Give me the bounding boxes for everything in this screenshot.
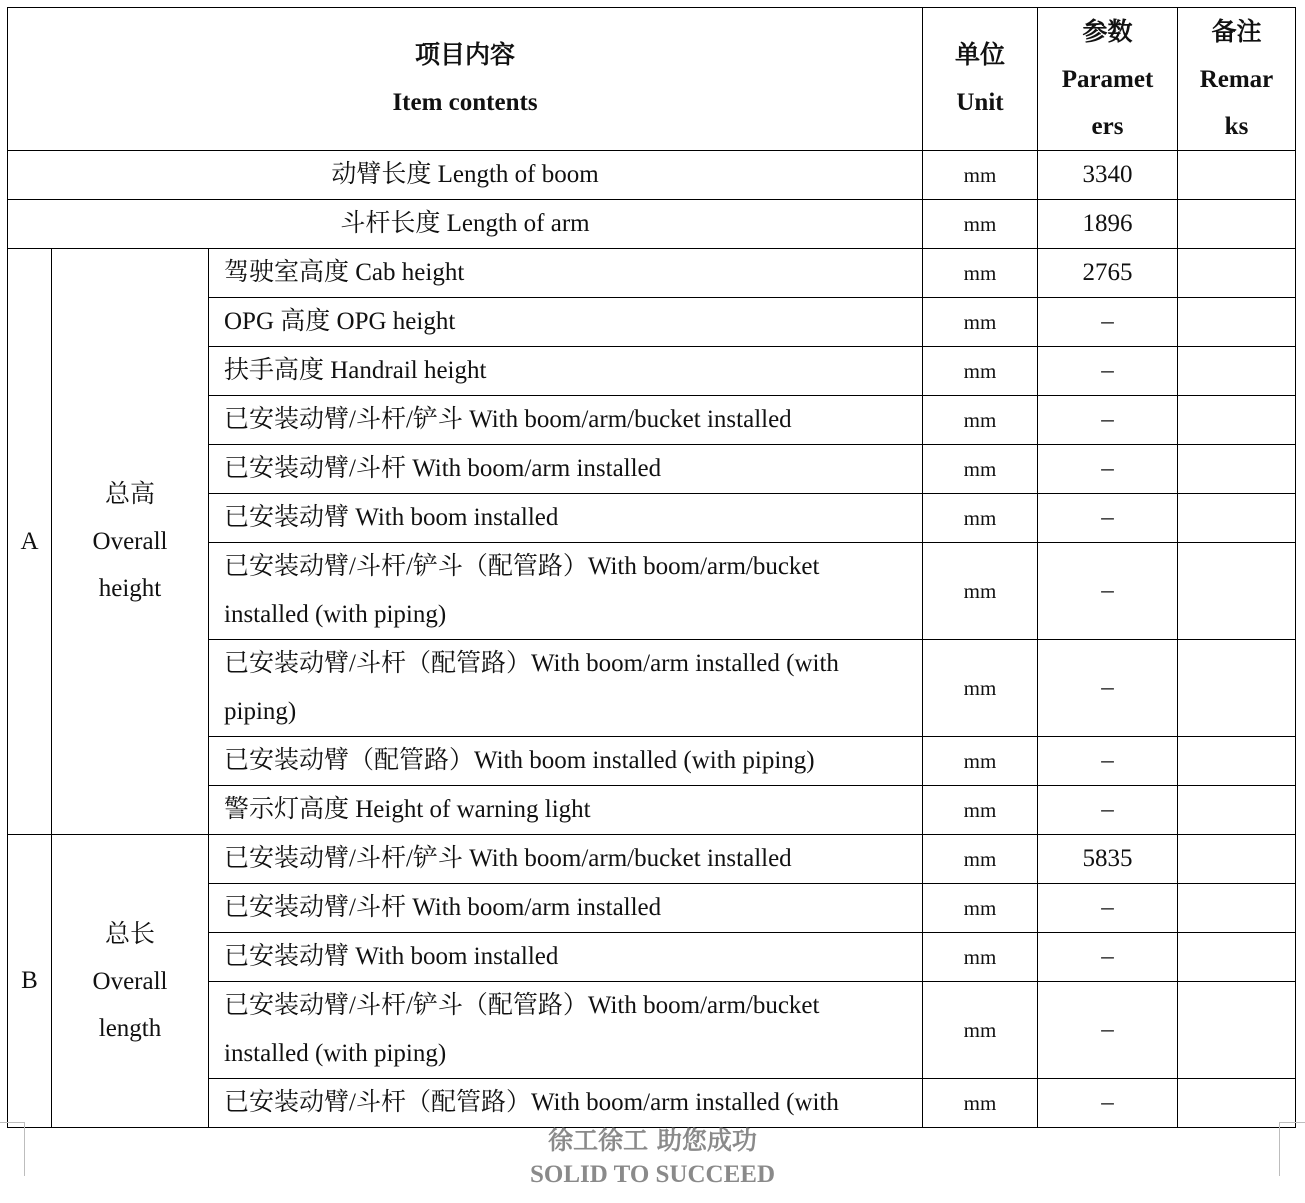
row-unit: mm	[923, 835, 1038, 884]
row-label: 已安装动臂/斗杆（配管路）With boom/arm installed (with piping)	[209, 640, 923, 737]
row-label: 已安装动臂/斗杆/铲斗（配管路）With boom/arm/bucket installed (with piping)	[209, 982, 923, 1079]
row-remark	[1178, 884, 1296, 933]
row-label: 已安装动臂/斗杆 With boom/arm installed	[209, 445, 923, 494]
row-value: 5835	[1038, 835, 1178, 884]
row-unit: mm	[923, 982, 1038, 1079]
group-name-overall-length: 总长 Overall length	[52, 835, 209, 1128]
row-label: 已安装动臂/斗杆/铲斗 With boom/arm/bucket installed	[209, 396, 923, 445]
row-remark	[1178, 786, 1296, 835]
header-unit: 单位 Unit	[923, 8, 1038, 151]
row-remark	[1178, 737, 1296, 786]
row-value: –	[1038, 933, 1178, 982]
table-header-row	[8, 8, 1296, 151]
row-label: 驾驶室高度 Cab height	[209, 249, 923, 298]
page-footer	[0, 1120, 1305, 1203]
row-label: 警示灯高度 Height of warning light	[209, 786, 923, 835]
row-remark	[1178, 298, 1296, 347]
table-row	[8, 835, 1296, 884]
row-label: 已安装动臂/斗杆 With boom/arm installed	[209, 884, 923, 933]
row-unit: mm	[923, 200, 1038, 249]
row-value: –	[1038, 396, 1178, 445]
row-unit: mm	[923, 494, 1038, 543]
row-value: –	[1038, 737, 1178, 786]
row-unit: mm	[923, 445, 1038, 494]
row-value: –	[1038, 982, 1178, 1079]
row-label: 斗杆长度 Length of arm	[8, 200, 923, 249]
spec-table	[7, 7, 1296, 1128]
group-code-a: A	[8, 249, 52, 835]
row-unit: mm	[923, 396, 1038, 445]
row-unit: mm	[923, 786, 1038, 835]
row-label: 已安装动臂/斗杆（配管路）With boom/arm installed (with	[209, 1079, 923, 1128]
row-value: –	[1038, 543, 1178, 640]
row-unit: mm	[923, 1079, 1038, 1128]
header-remarks: 备注 Remar ks	[1178, 8, 1296, 151]
row-label: 已安装动臂/斗杆/铲斗 With boom/arm/bucket installed	[209, 835, 923, 884]
row-value: –	[1038, 884, 1178, 933]
row-label: 已安装动臂/斗杆/铲斗（配管路）With boom/arm/bucket installed (with piping)	[209, 543, 923, 640]
row-value: –	[1038, 445, 1178, 494]
row-value: 2765	[1038, 249, 1178, 298]
row-remark	[1178, 200, 1296, 249]
table-row	[8, 200, 1296, 249]
group-code-b: B	[8, 835, 52, 1128]
row-unit: mm	[923, 298, 1038, 347]
row-value: 1896	[1038, 200, 1178, 249]
row-remark	[1178, 933, 1296, 982]
row-unit: mm	[923, 640, 1038, 737]
row-value: –	[1038, 786, 1178, 835]
row-value: –	[1038, 347, 1178, 396]
table-row	[8, 249, 1296, 298]
group-name-overall-height: 总高 Overall height	[52, 249, 209, 835]
header-parameters: 参数 Paramet ers	[1038, 8, 1178, 151]
footer-slogan-en: SOLID TO SUCCEED	[530, 1161, 775, 1188]
row-label: 已安装动臂（配管路）With boom installed (with piping)	[209, 737, 923, 786]
row-remark	[1178, 151, 1296, 200]
crop-mark-left-horizontal	[0, 1122, 24, 1123]
row-label: 已安装动臂 With boom installed	[209, 494, 923, 543]
row-label: 扶手高度 Handrail height	[209, 347, 923, 396]
row-unit: mm	[923, 884, 1038, 933]
row-unit: mm	[923, 933, 1038, 982]
row-label: 动臂长度 Length of boom	[8, 151, 923, 200]
row-unit: mm	[923, 347, 1038, 396]
row-remark	[1178, 982, 1296, 1079]
row-remark	[1178, 249, 1296, 298]
row-value: –	[1038, 298, 1178, 347]
row-value: 3340	[1038, 151, 1178, 200]
row-remark	[1178, 347, 1296, 396]
row-remark	[1178, 835, 1296, 884]
row-value: –	[1038, 494, 1178, 543]
row-remark	[1178, 543, 1296, 640]
row-unit: mm	[923, 249, 1038, 298]
row-value: –	[1038, 640, 1178, 737]
header-item-contents: 项目内容 Item contents	[8, 8, 923, 151]
row-remark	[1178, 494, 1296, 543]
row-unit: mm	[923, 737, 1038, 786]
row-label: OPG 高度 OPG height	[209, 298, 923, 347]
row-label: 已安装动臂 With boom installed	[209, 933, 923, 982]
row-remark	[1178, 396, 1296, 445]
row-unit: mm	[923, 543, 1038, 640]
crop-mark-right-horizontal	[1279, 1122, 1305, 1123]
footer-slogan-cn: 徐工徐工 助您成功	[548, 1126, 757, 1155]
row-value: –	[1038, 1079, 1178, 1128]
table-row	[8, 151, 1296, 200]
row-remark	[1178, 445, 1296, 494]
row-remark	[1178, 640, 1296, 737]
row-unit: mm	[923, 151, 1038, 200]
